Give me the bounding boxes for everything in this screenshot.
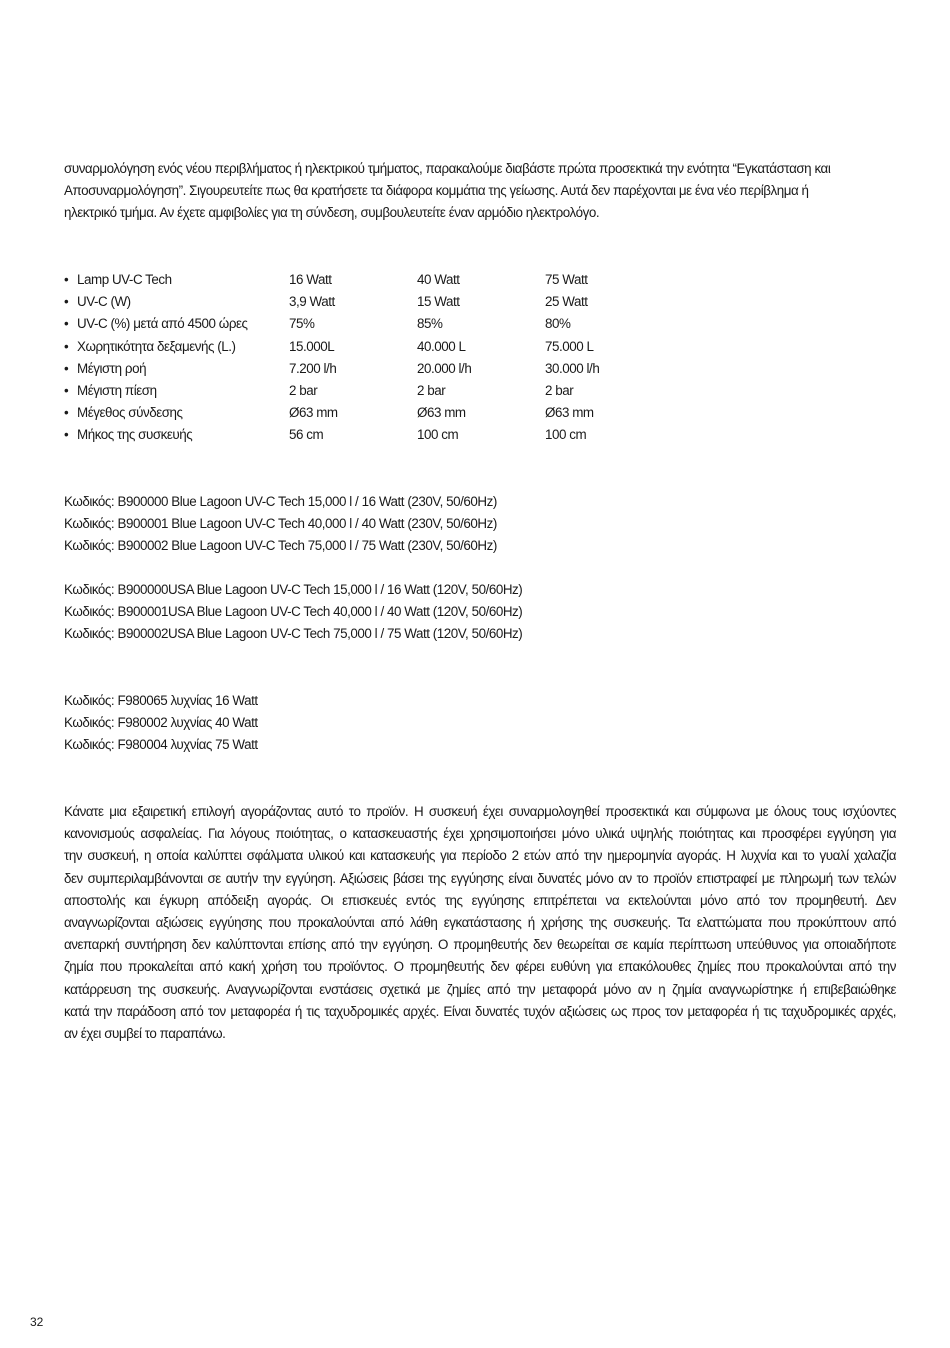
warranty-line: κανονισμούς ασφαλείας. Για λόγους ποιότητας, ο κατασκευαστής έχει χρησιμοποιήσει μόνο υλικά υψηλής ποιότητας και προσφέρει εγγύηση για bbox=[64, 826, 896, 842]
spec-row bbox=[64, 402, 684, 424]
bullet-icon: • bbox=[64, 294, 69, 310]
spec-value-16w: 56 cm bbox=[289, 427, 324, 443]
spec-value-16w: 15.000L bbox=[289, 338, 335, 354]
spec-value-16w: Ø63 mm bbox=[289, 405, 338, 421]
spec-row bbox=[64, 313, 684, 335]
bullet-icon: • bbox=[64, 360, 69, 376]
specs-list bbox=[64, 269, 684, 447]
spec-value-75w: 100 cm bbox=[545, 427, 587, 443]
product-codes-120v bbox=[64, 579, 896, 646]
spec-label: Μέγιστη ροή bbox=[77, 360, 147, 376]
spec-value-16w: 3,9 Watt bbox=[289, 294, 335, 310]
spec-value-40w: 40 Watt bbox=[417, 272, 460, 287]
spec-value-16w: 7.200 l/h bbox=[289, 360, 337, 376]
spec-label: Lamp UV-C Tech bbox=[77, 272, 172, 287]
page-number: 32 bbox=[30, 1315, 44, 1329]
spec-value-16w: 2 bar bbox=[289, 382, 318, 398]
spec-label: UV-C (W) bbox=[77, 294, 131, 310]
bullet-icon: • bbox=[64, 405, 69, 421]
intro-line: συναρμολόγηση ενός νέου περιβλήματος ή ηλεκτρικού τμήματος, παρακαλούμε διαβάστε πρώτα προσεκτικά την ενότητα “Εγκατάσταση και bbox=[64, 161, 831, 176]
spec-value-75w: 75.000 L bbox=[545, 338, 594, 354]
warranty-line: την συσκευή, η οποία καλύπτει σφάλματα υλικού και κατασκευής για περίοδο 2 ετών από την ημερομηνία αγοράς. Η λυχνία και το γυαλί χαλαζία bbox=[64, 848, 896, 864]
warranty-line: κατά την παράδοση από τον μεταφορέα ή τις ταχυδρομικές αρχές. Είναι δυνατές τυχόν αξιώσεις ως προς τον μεταφορέα ή τις ταχυδρομικές αρχές, bbox=[64, 1003, 896, 1019]
lamp-code-line: Κωδικός: F980002 λυχνίας 40 Watt bbox=[64, 715, 258, 731]
warranty-line: δεν συμπεριλαμβάνονται σε αυτήν την εγγύηση. Αξιώσεις βάσει της εγγύησης είναι δυνατές μόνο αν το προϊόν επιστραφεί με πληρωμή των τελών bbox=[64, 870, 896, 886]
spec-value-75w: 75 Watt bbox=[545, 272, 588, 287]
spec-value-16w: 75% bbox=[289, 316, 315, 332]
product-code-line: Κωδικός: B900002 Blue Lagoon UV-C Tech 75,000 l / 75 Watt (230V, 50/60Hz) bbox=[64, 538, 497, 554]
bullet-icon: • bbox=[64, 382, 69, 398]
spec-value-40w: 15 Watt bbox=[417, 294, 460, 310]
spec-label: Μέγεθος σύνδεσης bbox=[77, 405, 183, 421]
warranty-line: αν έχει συμβεί το παραπάνω. bbox=[64, 1026, 226, 1042]
spec-value-75w: Ø63 mm bbox=[545, 405, 594, 421]
spec-row bbox=[64, 336, 684, 358]
warranty-paragraph bbox=[64, 801, 896, 1045]
spec-value-75w: 80% bbox=[545, 316, 571, 332]
spec-value-75w: 2 bar bbox=[545, 382, 574, 398]
spec-row bbox=[64, 269, 684, 291]
lamp-code-line: Κωδικός: F980004 λυχνίας 75 Watt bbox=[64, 737, 258, 753]
lamp-code-line: Κωδικός: F980065 λυχνίας 16 Watt bbox=[64, 693, 258, 708]
product-codes-230v bbox=[64, 491, 896, 558]
spec-row bbox=[64, 424, 684, 446]
spec-value-40w: Ø63 mm bbox=[417, 405, 466, 421]
spec-value-40w: 2 bar bbox=[417, 382, 446, 398]
spec-value-40w: 85% bbox=[417, 316, 443, 332]
spec-value-40w: 20.000 l/h bbox=[417, 360, 472, 376]
warranty-line: ανεπαρκή συντήρηση δεν καλύπτονται επίσης από την εγγύηση. Ο προμηθευτής δεν θεωρείται σε καμία περίπτωση υπεύθυνος για οποιαδήποτε bbox=[64, 937, 896, 953]
product-code-line: Κωδικός: B900001USA Blue Lagoon UV-C Tech 40,000 l / 40 Watt (120V, 50/60Hz) bbox=[64, 604, 523, 620]
bullet-icon: • bbox=[64, 316, 69, 332]
spec-label: Μήκος της συσκευής bbox=[77, 427, 193, 443]
lamp-codes bbox=[64, 690, 896, 757]
bullet-icon: • bbox=[64, 338, 69, 354]
bullet-icon: • bbox=[64, 427, 69, 443]
product-code-line: Κωδικός: B900000USA Blue Lagoon UV-C Tech 15,000 l / 16 Watt (120V, 50/60Hz) bbox=[64, 582, 523, 597]
spec-row bbox=[64, 291, 684, 313]
product-code-line: Κωδικός: B900000 Blue Lagoon UV-C Tech 15,000 l / 16 Watt (230V, 50/60Hz) bbox=[64, 494, 497, 509]
spec-label: UV-C (%) μετά από 4500 ώρες bbox=[77, 316, 248, 332]
spec-label: Μέγιστη πίεση bbox=[77, 382, 157, 398]
warranty-line: ζημία που προκαλείται από κακή χρήση του προϊόντος. Ο προμηθευτής δεν φέρει ευθύνη για επακόλουθες ζημίες που προκαλούνται από την bbox=[64, 959, 896, 975]
spec-label: Χωρητικότητα δεξαμενής (L.) bbox=[77, 338, 236, 354]
spec-value-75w: 25 Watt bbox=[545, 294, 588, 310]
warranty-line: αποστολής και έγκυρη απόδειξη αγοράς. Οι επισκευές εντός της εγγύησης επιτρέπεται να εκτελούνται μόνο από τον προμηθευτή. Δεν bbox=[64, 892, 896, 908]
product-code-line: Κωδικός: B900002USA Blue Lagoon UV-C Tech 75,000 l / 75 Watt (120V, 50/60Hz) bbox=[64, 626, 523, 642]
intro-line: ηλεκτρικό τμήμα. Αν έχετε αμφιβολίες για τη σύνδεση, συμβουλευτείτε έναν αρμόδιο ηλεκτρολόγο. bbox=[64, 205, 600, 221]
warranty-line: Κάνατε μια εξαιρετική επιλογή αγοράζοντας αυτό το προϊόν. Η συσκευή έχει συναρμολογηθεί προσεκτικά και σύμφωνα με όλους τους ισχύοντες bbox=[64, 804, 896, 819]
intro-paragraph bbox=[64, 158, 896, 225]
spec-value-40w: 40.000 L bbox=[417, 338, 466, 354]
spec-row bbox=[64, 358, 684, 380]
spec-value-75w: 30.000 l/h bbox=[545, 360, 600, 376]
warranty-line: αναγνωρίζονται αξιώσεις εγγύησης που προκαλούνται από λάθη εγκατάστασης ή χρήσης της συσκευής. Τα ελαττώματα που προκύπτουν από bbox=[64, 915, 896, 931]
product-code-line: Κωδικός: B900001 Blue Lagoon UV-C Tech 40,000 l / 40 Watt (230V, 50/60Hz) bbox=[64, 516, 497, 532]
spec-value-40w: 100 cm bbox=[417, 427, 459, 443]
warranty-line: κατάρρευση της συσκευής. Αναγνωρίζονται ενστάσεις σχετικά με ζημίες από την μεταφορά μόνο αν η ζημία αναγνωρίστηκε ή επιβεβαιώθηκε bbox=[64, 981, 896, 997]
intro-line: Αποσυναρμολόγηση”. Σιγουρευτείτε πως θα κρατήσετε τα διάφορα κομμάτια της γείωσης. Αυτά δεν παρέχονται με ένα νέο περίβλημα ή bbox=[64, 183, 809, 199]
bullet-icon: • bbox=[64, 272, 69, 287]
spec-row bbox=[64, 380, 684, 402]
spec-value-16w: 16 Watt bbox=[289, 272, 332, 287]
